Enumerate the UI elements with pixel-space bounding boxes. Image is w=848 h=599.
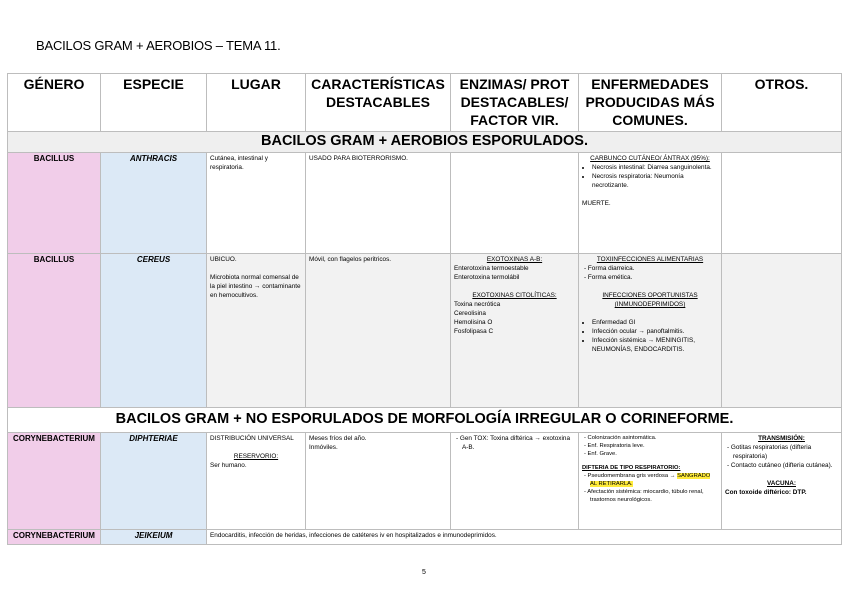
- species-cell: ANTHRACIS: [101, 153, 207, 254]
- jeikeium-description: Endocarditis, infección de heridas, infecciones de catéteres iv en hospitalizados e inmunodeprimidos.: [207, 530, 842, 545]
- header-lugar: LUGAR: [207, 74, 306, 132]
- enf-title: INFECCIONES OPORTUNISTAS (INMUNODEPRIMIDOS): [602, 292, 698, 308]
- list-item: - Gen TOX: Toxina diftérica → exotoxina A-B.: [462, 434, 575, 452]
- caracteristica-line: Inmóviles.: [309, 444, 338, 451]
- enzimas-cell: [451, 153, 579, 254]
- lugar-cell: [207, 433, 306, 530]
- lugar-line: Ser humano.: [210, 462, 247, 469]
- list-item: - Colonización asintomática.: [590, 434, 718, 442]
- enzimas-cell: [451, 433, 579, 530]
- enfermedades-cell: [579, 153, 722, 254]
- lugar-line: Microbiota normal comensal de la piel intestino → contaminante en hemocultivos.: [210, 274, 301, 299]
- section-title-esporulados: BACILOS GRAM + AEROBIOS ESPORULADOS.: [8, 132, 842, 153]
- section-title-corineformes: BACILOS GRAM + NO ESPORULADOS DE MORFOLOGÍA IRREGULAR O CORINEFORME.: [8, 408, 842, 433]
- header-caracteristicas: CARACTERÍSTICAS DESTACABLES: [306, 74, 451, 132]
- header-otros: OTROS.: [722, 74, 842, 132]
- list-item: - Forma emética.: [590, 273, 718, 282]
- enf-footer: MUERTE.: [582, 200, 611, 207]
- species-cell: JEIKEIUM: [101, 530, 207, 545]
- genus-cell: CORYNEBACTERIUM: [8, 530, 101, 545]
- otros-title: TRANSMISIÓN:: [758, 435, 805, 442]
- caracteristicas-cell: USADO PARA BIOTERRORISMO.: [306, 153, 451, 254]
- lugar-cell: Cutánea, intestinal y respiratoria.: [207, 153, 306, 254]
- lugar-line: DISTRIBUCIÓN UNIVERSAL: [210, 435, 294, 442]
- enf-title: DIFTERIA DE TIPO RESPIRATORIO:: [582, 464, 681, 471]
- list-item: • Necrosis respiratoria: Neumonía necrotizante.: [592, 172, 718, 190]
- caracteristicas-cell: Móvil, con flagelos peritricos.: [306, 254, 451, 408]
- list-item: Hemolisina O: [454, 319, 493, 326]
- enfermedades-cell: [579, 254, 722, 408]
- otros-cell: [722, 433, 842, 530]
- genus-cell: BACILLUS: [8, 254, 101, 408]
- list-item: [587, 472, 718, 488]
- document-title: BACILOS GRAM + AEROBIOS – TEMA 11.: [36, 38, 281, 53]
- species-cell: DIPHTERIAE: [101, 433, 207, 530]
- list-item: - Enf. Respiratoria leve.: [590, 442, 718, 450]
- list-item: Fosfolipasa C: [454, 328, 494, 335]
- header-row: [8, 74, 842, 132]
- list-item: • Infección ocular → panoftalmitis.: [592, 327, 718, 336]
- list-item: Enterotoxina termoestable: [454, 265, 529, 272]
- enf-title: TOXIINFECCIONES ALIMENTARIAS: [596, 256, 704, 263]
- enf-title: CARBUNCO CUTÁNEO/ ÁNTRAX (95%):: [590, 155, 710, 162]
- caracteristicas-cell: [306, 433, 451, 530]
- table-row-anthracis: [8, 153, 842, 254]
- enz-title: EXOTOXINAS CITOLÍTICAS:: [472, 292, 557, 299]
- list-item: Toxina necrótica: [454, 301, 501, 308]
- enzimas-cell: [451, 254, 579, 408]
- list-item: Cereolisina: [454, 310, 486, 317]
- lugar-cell: [207, 254, 306, 408]
- header-especie: ESPECIE: [101, 74, 207, 132]
- list-item: • Enfermedad GI: [592, 318, 718, 327]
- bacilli-table: [7, 73, 842, 545]
- enfermedades-cell: [579, 433, 722, 530]
- genus-cell: CORYNEBACTERIUM: [8, 433, 101, 530]
- lugar-title: RESERVORIO:: [233, 453, 279, 460]
- section-row-esporulados: [8, 132, 842, 153]
- header-enzimas: ENZIMAS/ PROT DESTACABLES/ FACTOR VIR.: [451, 74, 579, 132]
- lugar-line: UBICUO.: [210, 256, 237, 263]
- otros-title: VACUNA:: [767, 480, 796, 487]
- list-item: - Forma diarreica.: [590, 264, 718, 273]
- table-row-cereus: [8, 254, 842, 408]
- species-cell: CEREUS: [101, 254, 207, 408]
- genus-cell: BACILLUS: [8, 153, 101, 254]
- section-row-corineformes: [8, 408, 842, 433]
- list-item: - Gotitas respiratorias (difteria respiratoria): [733, 443, 838, 461]
- list-item: - Enf. Grave.: [590, 450, 718, 458]
- table-row-jeikeium: [8, 530, 842, 545]
- list-item: Enterotoxina termolábil: [454, 274, 520, 281]
- otros-cell: [722, 254, 842, 408]
- table-row-diphteriae: [8, 433, 842, 530]
- list-item: - Afectación sistémica: miocardio, túbulo renal, trastornos neurológicos.: [590, 488, 718, 504]
- list-item: • Necrosis intestinal: Diarrea sanguinolenta.: [592, 163, 718, 172]
- otros-cell: [722, 153, 842, 254]
- highlighted-text: SANGRADO AL RETIRARLA.: [590, 472, 711, 488]
- caracteristica-line: Meses fríos del año.: [309, 435, 367, 442]
- page-number: 5: [422, 569, 426, 576]
- header-genero: GÉNERO: [8, 74, 101, 132]
- header-enfermedades: ENFERMEDADES PRODUCIDAS MÁS COMUNES.: [579, 74, 722, 132]
- enz-title: EXOTOXINAS A-B:: [486, 256, 543, 263]
- list-item: • Infección sistémica → MENINGITIS, NEUMONÍAS, ENDOCARDITIS.: [592, 336, 718, 354]
- otros-line: Con toxoide diftérico: DTP.: [725, 489, 807, 496]
- pseudomembrana-text: Pseudomembrana gris verdosa →: [587, 472, 676, 479]
- list-item: - Contacto cutáneo (difteria cutánea).: [733, 461, 838, 470]
